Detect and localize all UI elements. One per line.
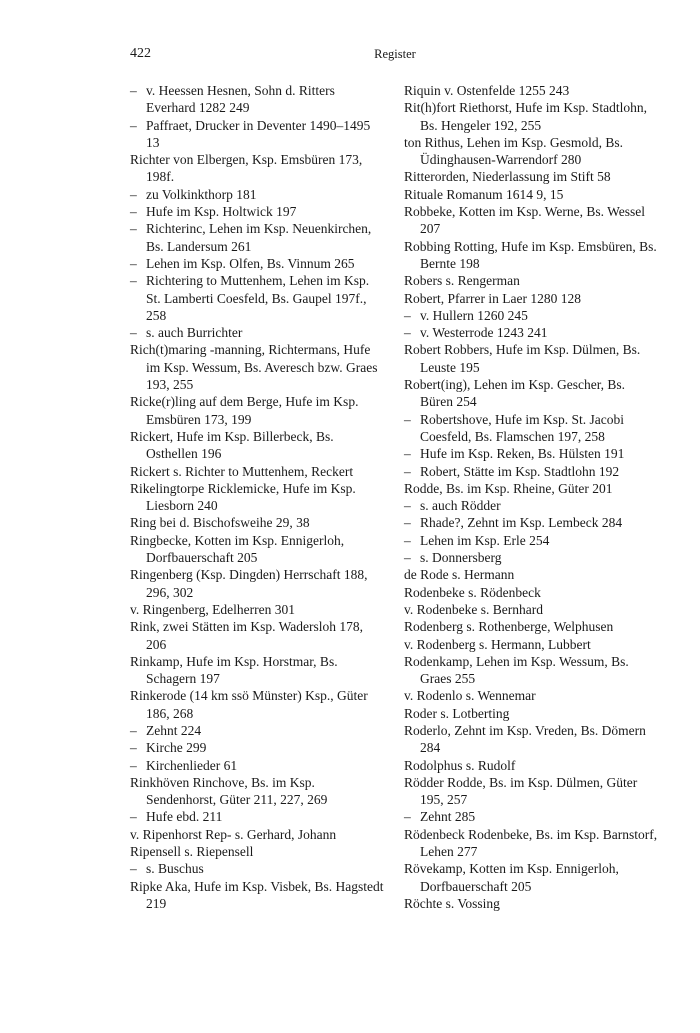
entry-text: Robert, Pfarrer in Laer 1280 128	[404, 290, 581, 306]
index-entry	[404, 618, 658, 635]
index-subentry	[404, 549, 658, 566]
entry-text: Ritterorden, Niederlassung im Stift 58	[404, 169, 611, 185]
index-entry	[130, 843, 384, 860]
entry-text: Rödenbeck Rodenbeke, Bs. im Ksp. Barnstorf, Lehen 277	[404, 826, 658, 860]
entry-text: Rodenkamp, Lehen im Ksp. Wessum, Bs. Graes 255	[404, 653, 629, 687]
entry-text: Rituale Romanum 1614 9, 15	[404, 186, 564, 202]
index-subentry	[404, 307, 658, 324]
subentry-dash: –	[404, 446, 411, 462]
entry-text: v. Ripenhorst Rep- s. Gerhard, Johann	[130, 826, 337, 842]
entry-text: v. Heessen Hesnen, Sohn d. Ritters Everhard 1282 249	[146, 83, 335, 116]
index-entry	[130, 878, 384, 913]
subentry-dash: –	[130, 273, 137, 289]
entry-text: Rodenberg s. Rothenberge, Welphusen	[404, 619, 614, 635]
entry-text: Riquin v. Ostenfelde 1255 243	[404, 83, 570, 98]
index-entry	[130, 393, 384, 428]
subentry-dash: –	[130, 722, 137, 738]
index-entry	[404, 636, 658, 653]
index-entry	[130, 514, 384, 531]
entry-text: v. Rodenlo s. Wennemar	[404, 688, 536, 704]
index-subentry	[130, 757, 384, 774]
subentry-dash: –	[404, 411, 411, 427]
entry-text: Richter von Elbergen, Ksp. Emsbüren 173, 198f.	[130, 152, 363, 185]
index-entry	[130, 151, 384, 186]
index-entry	[404, 341, 658, 376]
index-entry	[130, 532, 384, 567]
entry-text: Kirche 299	[146, 740, 207, 756]
index-subentry	[130, 186, 384, 203]
entry-text: Robers s. Rengerman	[404, 273, 520, 289]
subentry-dash: –	[404, 550, 411, 566]
entry-text: s. Donnersberg	[420, 550, 502, 566]
index-column-right	[404, 82, 658, 912]
subentry-dash: –	[404, 307, 411, 323]
subentry-dash: –	[404, 532, 411, 548]
subentry-dash: –	[130, 83, 137, 98]
index-entry	[404, 705, 658, 722]
entry-text: Röchte s. Vossing	[404, 895, 500, 911]
index-entry	[130, 687, 384, 722]
subentry-dash: –	[404, 498, 411, 514]
index-subentry	[404, 497, 658, 514]
index-subentry	[130, 272, 384, 324]
index-entry	[404, 774, 658, 809]
index-entry	[130, 826, 384, 843]
subentry-dash: –	[404, 515, 411, 531]
index-entry	[404, 757, 658, 774]
index-subentry	[130, 860, 384, 877]
index-entry	[404, 99, 658, 134]
page-header	[130, 46, 660, 68]
entry-text: zu Volkinkthorp 181	[146, 186, 257, 202]
subentry-dash: –	[130, 325, 137, 341]
entry-text: Ringenberg (Ksp. Dingden) Herrschaft 188, 296, 302	[130, 567, 368, 600]
entry-text: v. Ringenberg, Edelherren 301	[130, 601, 295, 617]
entry-text: Rickert, Hufe im Ksp. Billerbeck, Bs. Osthellen 196	[130, 428, 334, 462]
entry-text: Richtering to Muttenhem, Lehen im Ksp. St. Lamberti Coesfeld, Bs. Gaupel 197f., 258	[146, 273, 370, 323]
index-subentry	[404, 808, 658, 825]
entry-text: Rodenbeke s. Rödenbeck	[404, 584, 541, 600]
page-number: 422	[130, 46, 151, 61]
index-entry	[404, 134, 658, 169]
index-entry	[404, 186, 658, 203]
entry-text: Hufe im Ksp. Holtwick 197	[146, 204, 297, 220]
index-entry	[404, 168, 658, 185]
entry-text: Rit(h)fort Riethorst, Hufe im Ksp. Stadtlohn, Bs. Hengeler 192, 255	[404, 100, 647, 133]
index-entry	[404, 722, 658, 757]
index-subentry	[130, 324, 384, 341]
entry-text: v. Westerrode 1243 241	[420, 325, 548, 341]
index-entry	[404, 687, 658, 704]
entry-text: v. Hullern 1260 245	[420, 307, 528, 323]
entry-text: Ring bei d. Bischofsweihe 29, 38	[130, 515, 310, 531]
index-entry	[404, 584, 658, 601]
entry-text: Richterinc, Lehen im Ksp. Neuenkirchen, Bs. Landersum 261	[146, 221, 372, 254]
subentry-dash: –	[130, 861, 137, 877]
entry-text: Lehen im Ksp. Olfen, Bs. Vinnum 265	[146, 255, 355, 271]
entry-text: Rink, zwei Stätten im Ksp. Wadersloh 178, 206	[130, 619, 364, 652]
entry-text: Lehen im Ksp. Erle 254	[420, 532, 550, 548]
entry-text: Ringbecke, Kotten im Ksp. Ennigerloh, Dorfbauerschaft 205	[130, 532, 345, 566]
entry-text: Rinkerode (14 km ssö Münster) Ksp., Güter 186, 268	[130, 688, 368, 721]
entry-text: Robert(ing), Lehen im Ksp. Gescher, Bs. Büren 254	[404, 377, 626, 410]
entry-text: Robertshove, Hufe im Ksp. St. Jacobi Coesfeld, Bs. Flamschen 197, 258	[420, 411, 624, 444]
index-entry	[404, 895, 658, 912]
entry-text: Rövekamp, Kotten im Ksp. Ennigerloh, Dorfbauerschaft 205	[404, 861, 619, 894]
subentry-dash: –	[130, 186, 137, 202]
index-entry	[404, 860, 658, 895]
entry-text: Rhade?, Zehnt im Ksp. Lembeck 284	[420, 515, 623, 531]
index-entry	[130, 341, 384, 393]
subentry-dash: –	[404, 463, 411, 479]
entry-text: Robbing Rotting, Hufe im Ksp. Emsbüren, Bs. Bernte 198	[404, 238, 657, 271]
index-subentry	[130, 203, 384, 220]
index-entry	[130, 566, 384, 601]
index-entry	[404, 376, 658, 411]
index-entry	[130, 463, 384, 480]
index-subentry	[404, 411, 658, 446]
index-entry	[404, 238, 658, 273]
entry-text: Robert, Stätte im Ksp. Stadtlohn 192	[420, 463, 620, 479]
subentry-dash: –	[404, 325, 411, 341]
index-subentry	[130, 82, 384, 117]
subentry-dash: –	[130, 204, 137, 220]
index-subentry	[130, 722, 384, 739]
index-column-left	[130, 82, 384, 912]
index-subentry	[130, 220, 384, 255]
entry-text: Rödder Rodde, Bs. im Ksp. Dülmen, Güter 195, 257	[404, 774, 638, 808]
index-subentry	[404, 514, 658, 531]
entry-text: Ripensell s. Riepensell	[130, 844, 254, 860]
entry-text: Zehnt 285	[420, 809, 476, 825]
entry-text: Kirchenlieder 61	[146, 757, 238, 773]
entry-text: Rikelingtorpe Ricklemicke, Hufe im Ksp. Liesborn 240	[130, 480, 356, 514]
index-entry	[404, 203, 658, 238]
index-entry	[130, 480, 384, 515]
subentry-dash: –	[130, 255, 137, 271]
entry-text: Rich(t)maring -manning, Richtermans, Hufe im Ksp. Wessum, Bs. Averesch bzw. Graes 193, 255	[130, 342, 378, 393]
entry-text: Rodde, Bs. im Ksp. Rheine, Güter 201	[404, 480, 613, 496]
index-entry	[130, 653, 384, 688]
index-entry	[130, 774, 384, 809]
entry-text: Zehnt 224	[146, 722, 202, 738]
entry-text: Hufe im Ksp. Reken, Bs. Hülsten 191	[420, 446, 625, 462]
entry-text: Rodolphus s. Rudolf	[404, 757, 516, 773]
index-entry	[404, 601, 658, 618]
index-entry	[130, 618, 384, 653]
entry-text: de Rode s. Hermann	[404, 567, 515, 583]
entry-text: s. auch Burrichter	[146, 325, 243, 341]
index-entry	[130, 601, 384, 618]
subentry-dash: –	[404, 809, 411, 825]
entry-text: Ripke Aka, Hufe im Ksp. Visbek, Bs. Hagstedt 219	[130, 878, 384, 911]
index-entry	[404, 653, 658, 688]
entry-text: Robbeke, Kotten im Ksp. Werne, Bs. Wessel 207	[404, 204, 646, 237]
index-subentry	[404, 324, 658, 341]
entry-text: Paffraet, Drucker in Deventer 1490–1495 13	[146, 117, 371, 150]
index-subentry	[130, 739, 384, 756]
index-subentry	[404, 463, 658, 480]
subentry-dash: –	[130, 809, 137, 825]
entry-text: Roder s. Lotberting	[404, 705, 510, 721]
index-entry	[404, 82, 658, 99]
index-entry	[404, 826, 658, 861]
index-entry	[130, 428, 384, 463]
entry-text: Roderlo, Zehnt im Ksp. Vreden, Bs. Dömern 284	[404, 722, 646, 756]
entry-text: s. auch Rödder	[420, 498, 501, 514]
index-subentry	[130, 255, 384, 272]
subentry-dash: –	[130, 117, 137, 133]
subentry-dash: –	[130, 757, 137, 773]
index-entry	[404, 272, 658, 289]
index-entry	[404, 480, 658, 497]
entry-text: v. Rodenberg s. Hermann, Lubbert	[404, 636, 591, 652]
running-title: Register	[374, 47, 416, 61]
subentry-dash: –	[130, 221, 137, 237]
entry-text: ton Rithus, Lehen im Ksp. Gesmold, Bs. Üdinghausen-Warrendorf 280	[404, 134, 623, 168]
entry-text: Rinkamp, Hufe im Ksp. Horstmar, Bs. Schagern 197	[130, 653, 338, 687]
entry-text: s. Buschus	[146, 861, 204, 877]
entry-text: Robert Robbers, Hufe im Ksp. Dülmen, Bs. Leuste 195	[404, 342, 641, 375]
entry-text: v. Rodenbeke s. Bernhard	[404, 601, 543, 617]
index-subentry	[404, 532, 658, 549]
index-entry	[404, 566, 658, 583]
entry-text: Hufe ebd. 211	[146, 809, 223, 825]
entry-text: Ricke(r)ling auf dem Berge, Hufe im Ksp. Emsbüren 173, 199	[130, 394, 359, 427]
entry-text: Rinkhöven Rinchove, Bs. im Ksp. Sendenhorst, Güter 211, 227, 269	[130, 774, 328, 808]
index-entry	[404, 290, 658, 307]
entry-text: Rickert s. Richter to Muttenhem, Reckert	[130, 463, 354, 479]
index-subentry	[130, 808, 384, 825]
subentry-dash: –	[130, 740, 137, 756]
index-subentry	[130, 117, 384, 152]
index-subentry	[404, 445, 658, 462]
